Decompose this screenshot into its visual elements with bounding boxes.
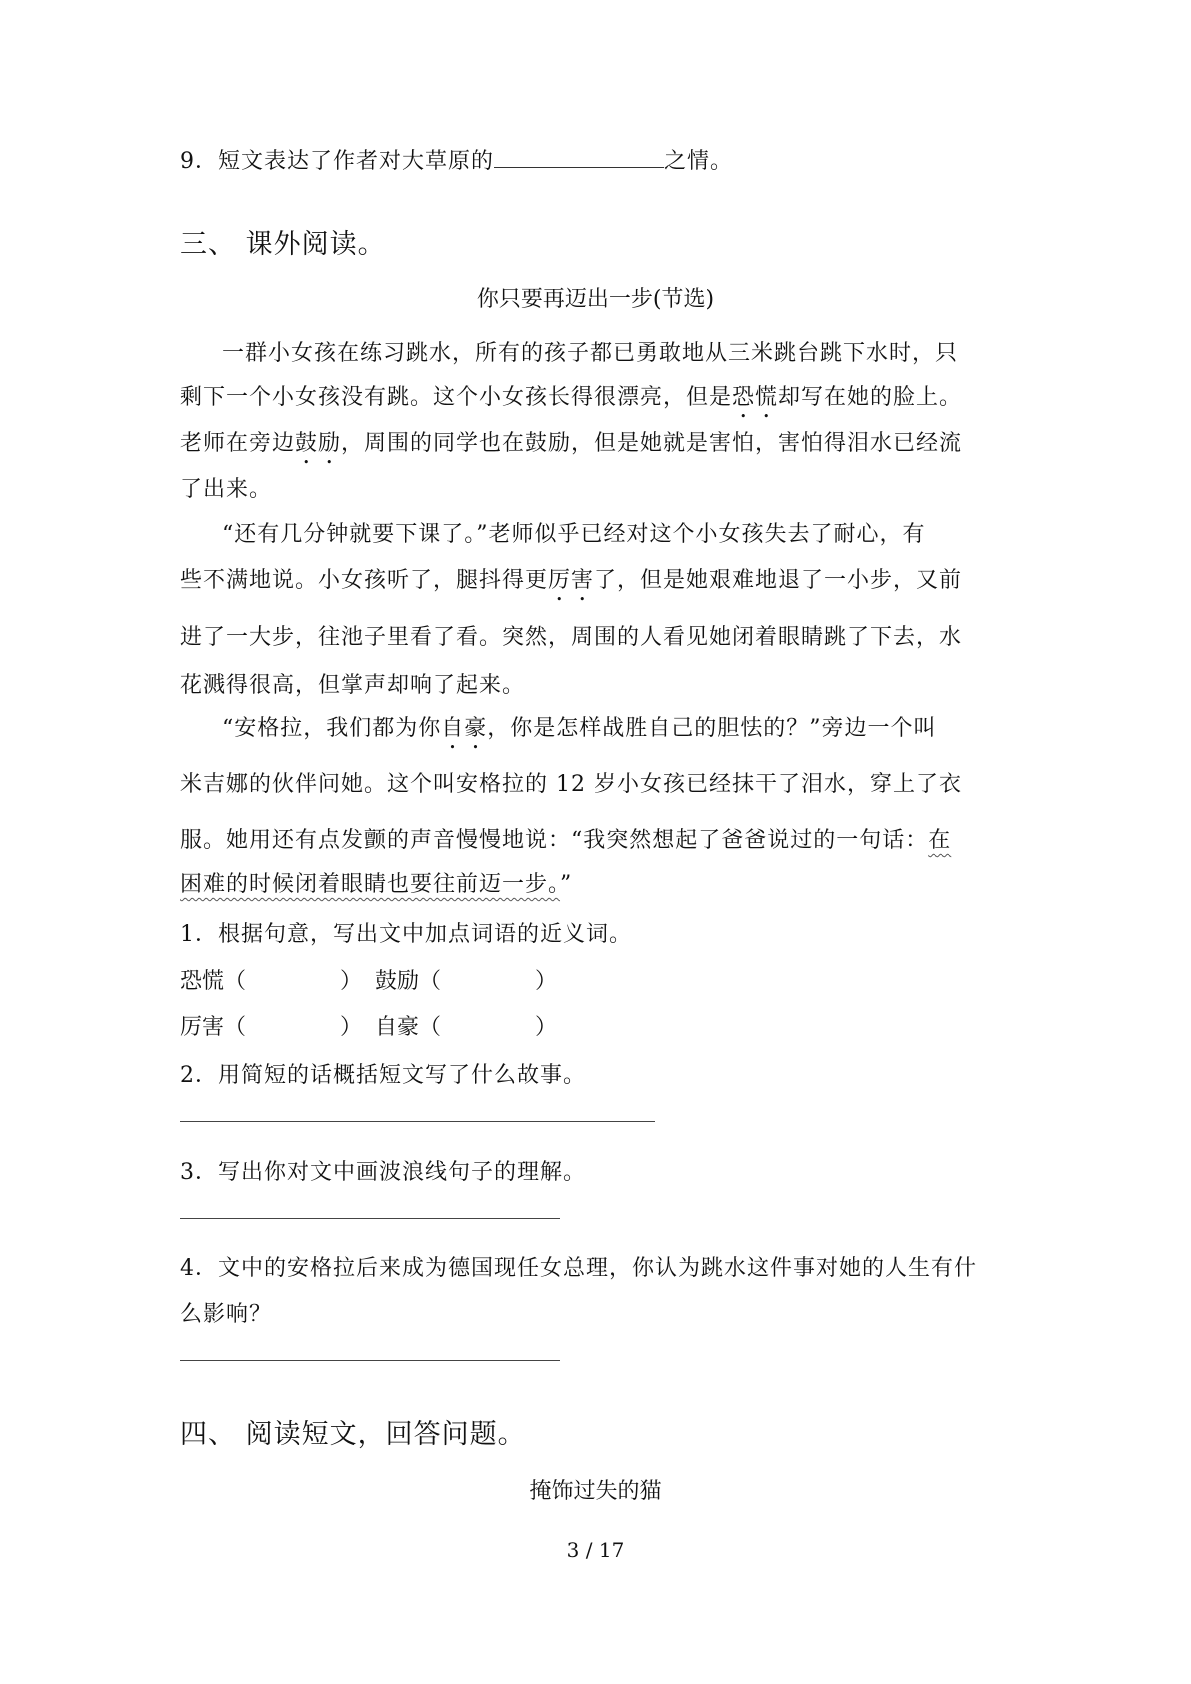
synonym-item-guli — [375, 967, 557, 997]
text-segment: 剩下一个小女孩没有跳。这个小女孩长得很漂亮，但是 — [180, 385, 733, 410]
close-paren: ） — [535, 969, 558, 994]
passage-title-2: 掩饰过失的猫 — [529, 1479, 662, 1504]
paragraph-3-line-1 — [222, 714, 937, 754]
dotted-word-lihai: 厉害 — [548, 568, 595, 593]
question-4-line-1: 4．文中的安格拉后来成为德国现任女总理，你认为跳水这件事对她的人生有什 — [180, 1256, 977, 1281]
wavy-underlined-text: 在 — [928, 828, 952, 853]
close-paren: ） — [340, 1015, 363, 1040]
synonym-word: 恐慌（ — [180, 969, 247, 994]
paragraph-1-line-2 — [180, 383, 962, 423]
text-segment: 了，但是她艰难地退了一小步，又前 — [594, 568, 963, 593]
question-3: 3．写出你对文中画波浪线句子的理解。 — [180, 1160, 586, 1185]
page-number: 3 / 17 — [566, 1538, 625, 1562]
wavy-underlined-text: 困难的时候闭着眼睛也要往前迈一步。 — [180, 872, 561, 897]
text-segment: “安格拉，我们都为你 — [222, 716, 442, 741]
text-segment: 些不满地说。小女孩听了，腿抖得更 — [180, 568, 549, 593]
close-paren: ） — [340, 969, 363, 994]
text-segment: ，周围的同学也在鼓励，但是她就是害怕，害怕得泪水已经流 — [341, 431, 963, 456]
passage-title: 你只要再迈出一步(节选) — [476, 287, 715, 312]
paragraph-1-line-1: 一群小女孩在练习跳水，所有的孩子都已勇敢地从三米跳台跳下水时，只 — [222, 341, 959, 366]
synonym-item-konghuang — [180, 967, 362, 997]
question-9-prefix: 9．短文表达了作者对大草原的 — [180, 149, 494, 174]
question-9-suffix: 之情。 — [664, 149, 734, 174]
paragraph-2-line-3: 进了一大步，往池子里看了看。突然，周围的人看见她闭着眼睛跳了下去，水 — [180, 625, 963, 650]
close-paren: ） — [535, 1015, 558, 1040]
paragraph-1-line-3 — [180, 429, 962, 469]
synonym-word: 自豪（ — [375, 1015, 442, 1040]
synonym-word: 鼓励（ — [375, 969, 442, 994]
question-9 — [180, 145, 733, 177]
answer-line[interactable] — [180, 1360, 560, 1361]
section-4-heading: 四、 阅读短文，回答问题。 — [180, 1419, 526, 1450]
dotted-word-guli: 鼓励 — [295, 431, 342, 456]
dotted-word-konghuang: 恐慌 — [732, 385, 779, 410]
text-segment: ” — [560, 872, 573, 897]
question-1: 1．根据句意，写出文中加点词语的近义词。 — [180, 922, 632, 947]
paragraph-2-line-2 — [180, 566, 962, 606]
synonym-item-lihai — [180, 1013, 362, 1043]
dotted-word-zihao: 自豪 — [441, 716, 488, 741]
paragraph-2-line-1: “还有几分钟就要下课了。”老师似乎已经对这个小女孩失去了耐心，有 — [222, 522, 926, 547]
paragraph-3-line-3 — [180, 826, 951, 856]
text-segment: ，你是怎样战胜自己的胆怯的？”旁边一个叫 — [487, 716, 937, 741]
text-segment: 却写在她的脸上。 — [778, 385, 963, 410]
text-segment: 老师在旁边 — [180, 431, 296, 456]
paragraph-2-line-4: 花溅得很高，但掌声却响了起来。 — [180, 673, 526, 698]
paragraph-3-line-2: 米吉娜的伙伴问她。这个叫安格拉的 12 岁小女孩已经抹干了泪水，穿上了衣 — [180, 772, 962, 797]
answer-blank[interactable] — [494, 145, 664, 168]
synonym-word: 厉害（ — [180, 1015, 247, 1040]
question-4-line-2: 么影响？ — [180, 1302, 273, 1327]
section-3-heading: 三、 课外阅读。 — [180, 229, 386, 260]
paragraph-3-line-4 — [180, 870, 572, 900]
paragraph-1-line-4: 了出来。 — [180, 477, 273, 502]
synonym-item-zihao — [375, 1013, 557, 1043]
answer-line[interactable] — [180, 1218, 560, 1219]
answer-line[interactable] — [180, 1121, 655, 1122]
question-2: 2．用简短的话概括短文写了什么故事。 — [180, 1063, 586, 1088]
text-segment: 服。她用还有点发颤的声音慢慢地说：“我突然想起了爸爸说过的一句话： — [180, 828, 929, 853]
